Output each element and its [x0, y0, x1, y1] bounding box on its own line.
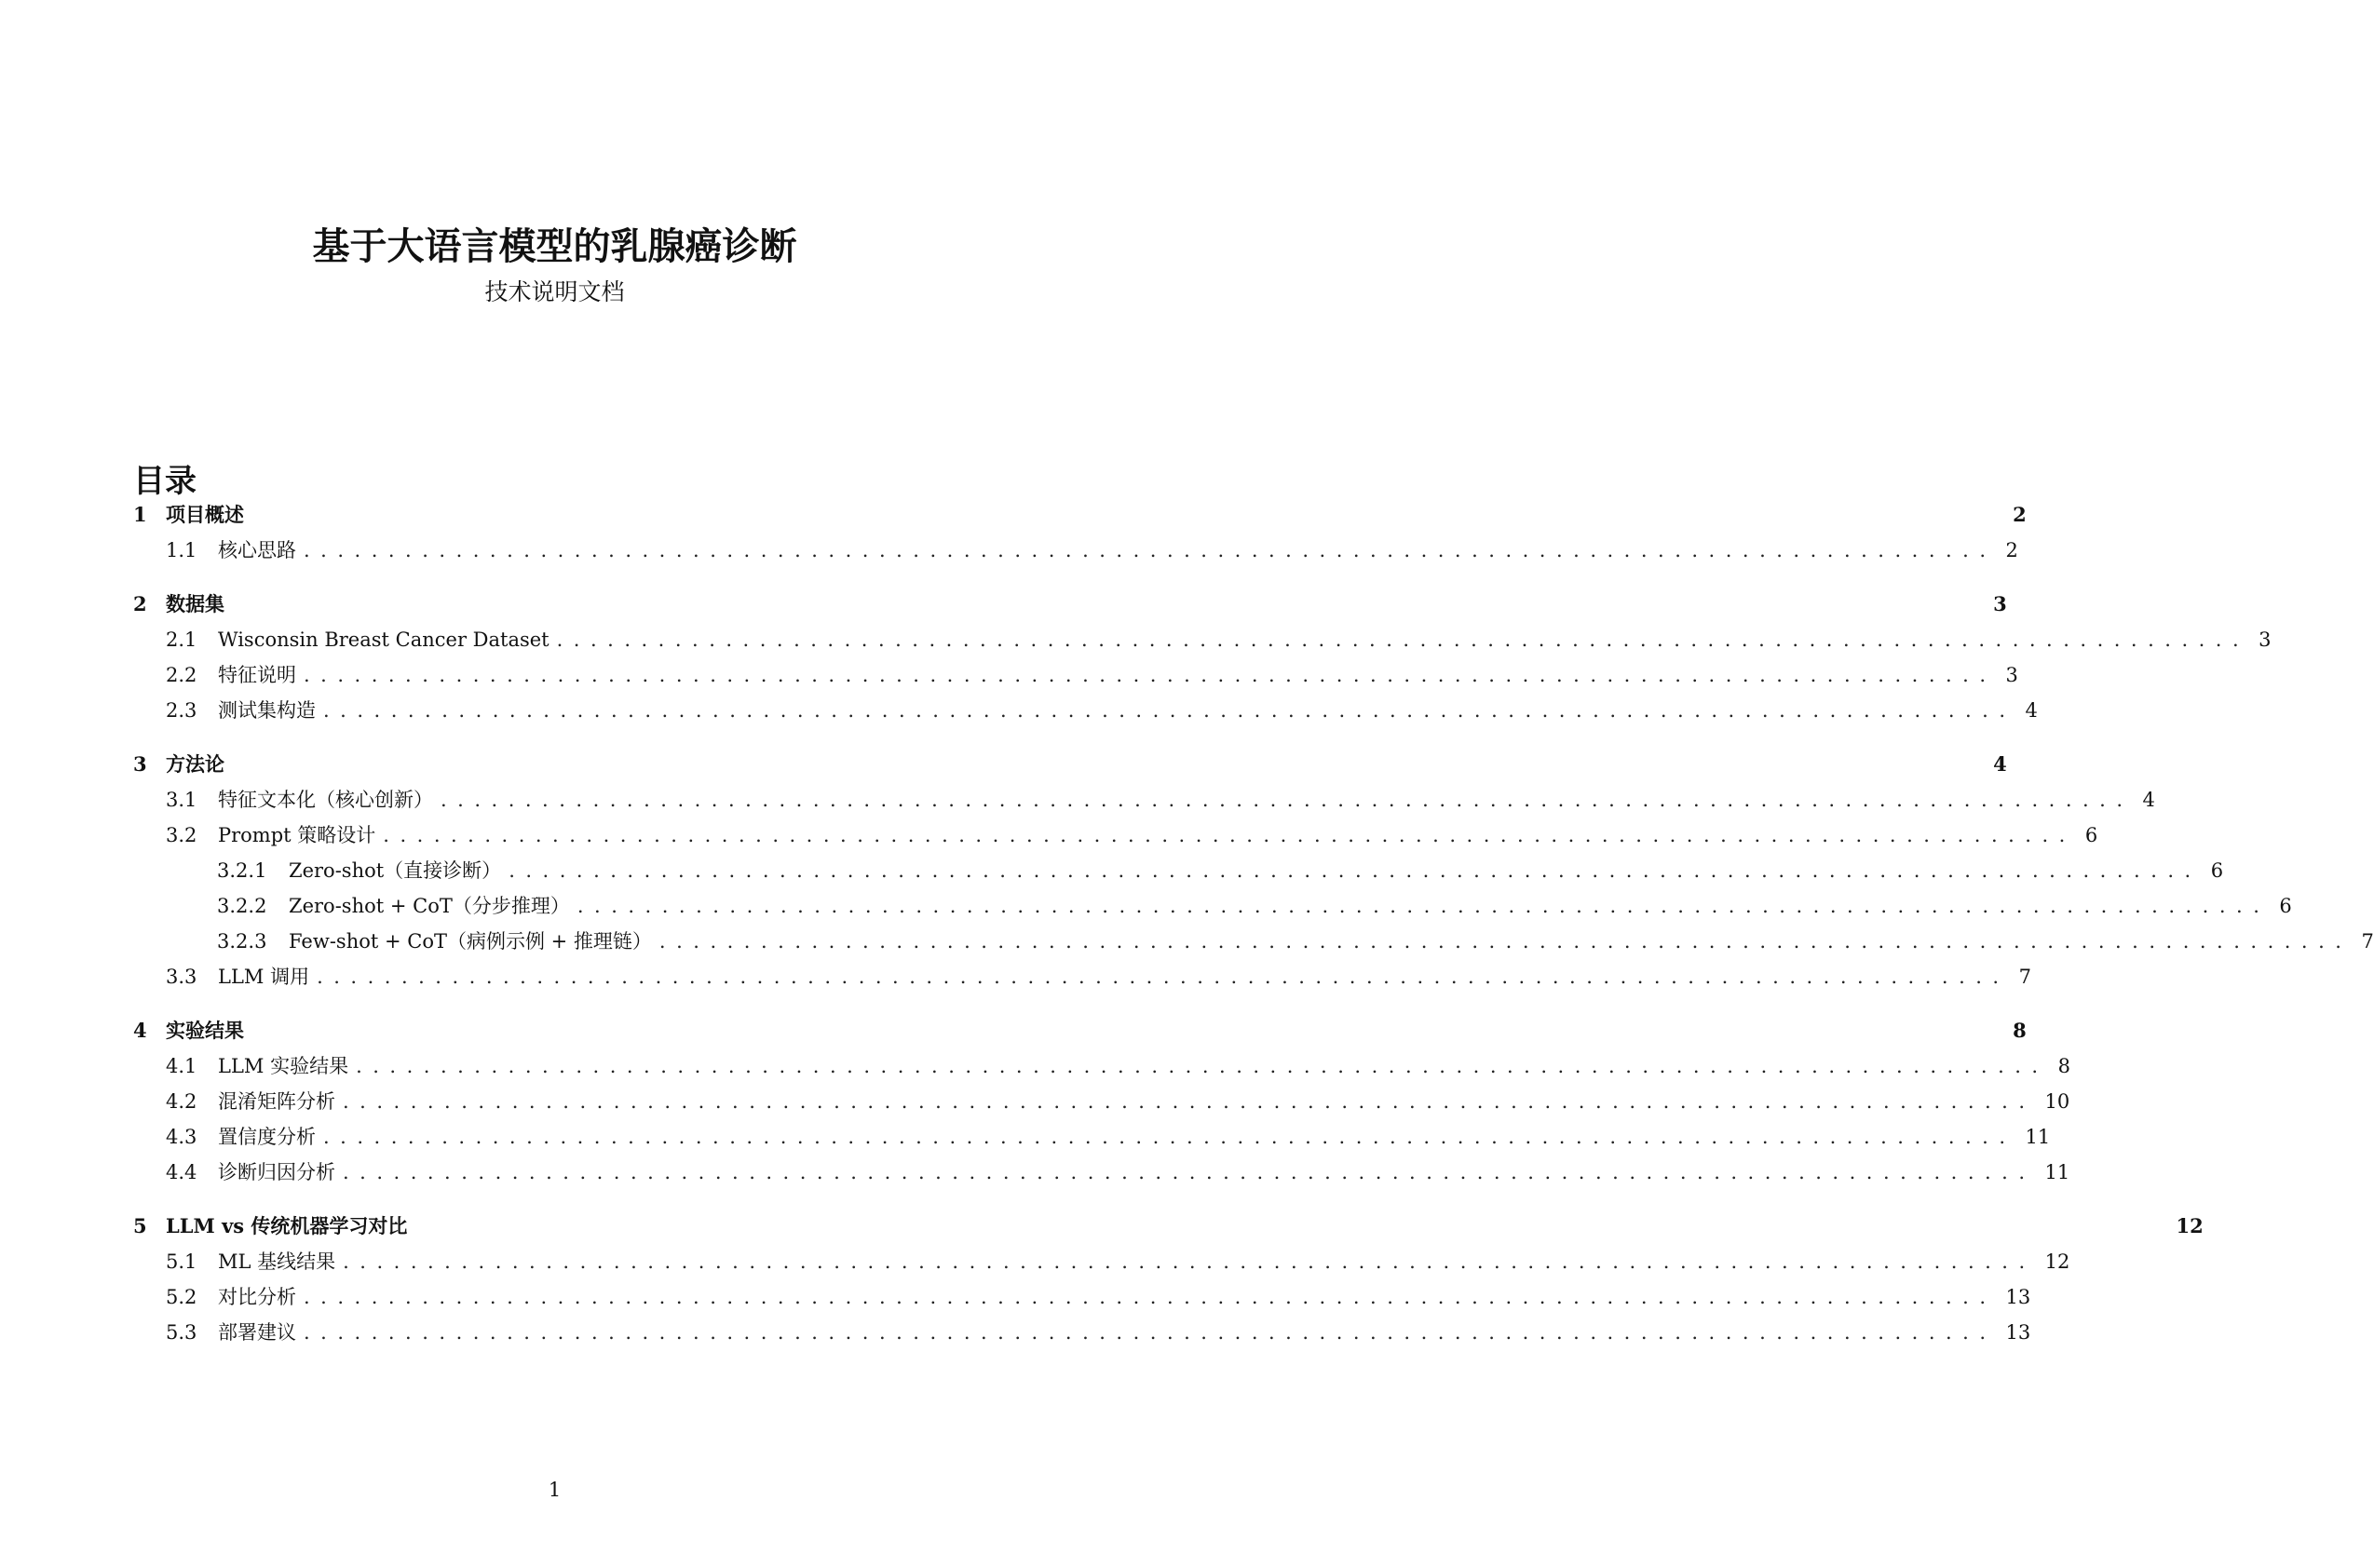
toc-leader-dots: ....................................................................................................: [323, 699, 2016, 722]
toc-leader-dots: ....................................................................................................: [383, 824, 2076, 846]
toc-entry-3-1[interactable]: [166, 786, 2155, 814]
toc-entry-5-2[interactable]: [166, 1283, 2031, 1311]
toc-entry-number: 2.1: [166, 629, 197, 651]
toc-entry-number: 1: [133, 503, 147, 526]
toc-entry-page: 7: [2361, 930, 2374, 953]
toc-entry-number: 3.3: [166, 966, 197, 988]
toc-entry-3-2[interactable]: [166, 821, 2098, 849]
toc-entry-page: 6: [2210, 859, 2224, 882]
toc-entry-5[interactable]: [133, 1212, 2204, 1240]
toc-entry-4[interactable]: [133, 1017, 2027, 1045]
toc-entry-number: 2.2: [166, 664, 197, 686]
toc-entry-2-1[interactable]: [166, 626, 2272, 654]
toc-entry-number: 5.2: [166, 1286, 197, 1308]
toc-entry-label: LLM vs 传统机器学习对比: [166, 1214, 408, 1237]
toc-leader-dots: ....................................................................................................: [304, 1286, 1997, 1308]
toc-entry-number: 4: [133, 1019, 147, 1042]
toc-entry-page: 3: [1993, 592, 2007, 615]
toc-entry-number: 3.2.3: [217, 930, 267, 953]
toc-entry-page: 4: [1993, 752, 2007, 776]
toc-entry-3-2-1[interactable]: [217, 857, 2224, 885]
toc-entry-label: 诊断归因分析: [218, 1161, 335, 1183]
toc-leader-dots: ....................................................................................................: [658, 930, 2353, 953]
toc-entry-4-3[interactable]: [166, 1123, 2051, 1151]
toc-entry-2-2[interactable]: [166, 661, 2018, 689]
toc-entry-page: 12: [2044, 1250, 2070, 1273]
toc-leader-dots: ....................................................................................................: [577, 895, 2271, 917]
toc-entry-4-2[interactable]: [166, 1088, 2070, 1115]
toc-entry-label: LLM 实验结果: [218, 1055, 349, 1077]
toc-entry-label: 实验结果: [166, 1019, 244, 1042]
toc-leader-dots: ....................................................................................................: [556, 629, 2250, 651]
toc-entry-1[interactable]: [133, 501, 2027, 529]
toc-entry-label: 特征说明: [218, 664, 296, 686]
toc-entry-label: 置信度分析: [218, 1126, 316, 1148]
toc-entry-number: 2: [133, 592, 147, 615]
toc-entry-page: 6: [2084, 824, 2098, 846]
toc-entry-page: 3: [2259, 629, 2272, 651]
toc-entry-number: 5.1: [166, 1250, 197, 1273]
toc-entry-page: 10: [2044, 1090, 2070, 1113]
toc-leader-dots: ....................................................................................................: [343, 1161, 2036, 1183]
toc-entry-page: 2: [2005, 539, 2018, 561]
toc-entry-label: 核心思路: [218, 539, 296, 561]
toc-entry-2[interactable]: [133, 590, 2007, 618]
toc-entry-page: 6: [2279, 895, 2292, 917]
toc-entry-page: 12: [2176, 1214, 2204, 1237]
toc-entry-number: 4.1: [166, 1055, 197, 1077]
toc-leader-dots: ....................................................................................................: [441, 789, 2134, 811]
toc-entry-number: 5: [133, 1214, 147, 1237]
toc-entry-page: 13: [2005, 1286, 2031, 1308]
toc-entry-number: 3.2: [166, 824, 197, 846]
toc-entry-label: LLM 调用: [218, 966, 310, 988]
toc-entry-4-4[interactable]: [166, 1158, 2070, 1186]
toc-leader-dots: ....................................................................................................: [323, 1126, 2016, 1148]
toc-entry-label: 数据集: [166, 592, 224, 615]
toc-entry-3-2-2[interactable]: [217, 892, 2292, 920]
toc-entry-number: 3.2.1: [217, 859, 267, 882]
toc-entry-label: 特征文本化（核心创新）: [218, 789, 433, 811]
toc-entry-page: 2: [2013, 503, 2027, 526]
toc-leader-dots: ....................................................................................................: [304, 664, 1997, 686]
toc-entry-page: 4: [2142, 789, 2155, 811]
toc-heading: 目录: [133, 463, 197, 500]
toc-entry-number: 3: [133, 752, 147, 776]
toc-entry-number: 3.1: [166, 789, 197, 811]
toc-leader-dots: ....................................................................................................: [343, 1090, 2036, 1113]
toc-entry-label: 方法论: [166, 752, 224, 776]
toc-entry-label: Zero-shot + CoT（分步推理）: [289, 895, 570, 917]
toc-leader-dots: ....................................................................................................: [509, 859, 2202, 882]
toc-entry-label: Few-shot + CoT（病例示例 + 推理链）: [289, 930, 652, 953]
toc-entry-1-1[interactable]: [166, 536, 2018, 564]
toc-leader-dots: ....................................................................................................: [356, 1055, 2049, 1077]
toc-entry-3-3[interactable]: [166, 963, 2031, 991]
toc-entry-label: ML 基线结果: [218, 1250, 336, 1273]
toc-entry-page: 8: [2057, 1055, 2070, 1077]
toc-entry-label: Wisconsin Breast Cancer Dataset: [218, 629, 549, 651]
toc-entry-page: 8: [2013, 1019, 2027, 1042]
toc-entry-page: 7: [2018, 966, 2031, 988]
toc-entry-5-1[interactable]: [166, 1248, 2070, 1276]
toc-leader-dots: ....................................................................................................: [343, 1250, 2036, 1273]
toc-entry-label: 对比分析: [218, 1286, 296, 1308]
toc-entry-page: 13: [2005, 1321, 2031, 1344]
toc-entry-number: 5.3: [166, 1321, 197, 1344]
toc-leader-dots: ....................................................................................................: [304, 1321, 1997, 1344]
page-subtitle: 技术说明文档: [484, 278, 625, 305]
toc-leader-dots: ....................................................................................................: [317, 966, 2010, 988]
toc-entry-5-3[interactable]: [166, 1318, 2031, 1346]
toc-entry-label: 部署建议: [218, 1321, 296, 1344]
toc-entry-number: 1.1: [166, 539, 197, 561]
toc-entry-number: 2.3: [166, 699, 197, 722]
toc-entry-label: Zero-shot（直接诊断）: [289, 859, 502, 882]
toc-entry-label: 混淆矩阵分析: [218, 1090, 335, 1113]
toc-entry-2-3[interactable]: [166, 696, 2038, 724]
toc-entry-label: 测试集构造: [218, 699, 316, 722]
toc-entry-page: 4: [2025, 699, 2038, 722]
toc-entry-page: 11: [2025, 1126, 2051, 1148]
page-title: 基于大语言模型的乳腺癌诊断: [312, 224, 797, 268]
toc-entry-number: 3.2.2: [217, 895, 267, 917]
toc-entry-page: 3: [2005, 664, 2018, 686]
toc-entry-3[interactable]: [133, 750, 2007, 778]
page-number: 1: [548, 1479, 562, 1501]
toc-entry-number: 4.2: [166, 1090, 197, 1113]
toc-entry-4-1[interactable]: [166, 1052, 2070, 1080]
toc-entry-page: 11: [2044, 1161, 2070, 1183]
toc-entry-3-2-3[interactable]: [217, 927, 2374, 955]
toc-entry-number: 4.3: [166, 1126, 197, 1148]
toc-leader-dots: ....................................................................................................: [304, 539, 1997, 561]
toc-entry-number: 4.4: [166, 1161, 197, 1183]
toc-entry-label: Prompt 策略设计: [218, 824, 376, 846]
toc-entry-label: 项目概述: [166, 503, 244, 526]
